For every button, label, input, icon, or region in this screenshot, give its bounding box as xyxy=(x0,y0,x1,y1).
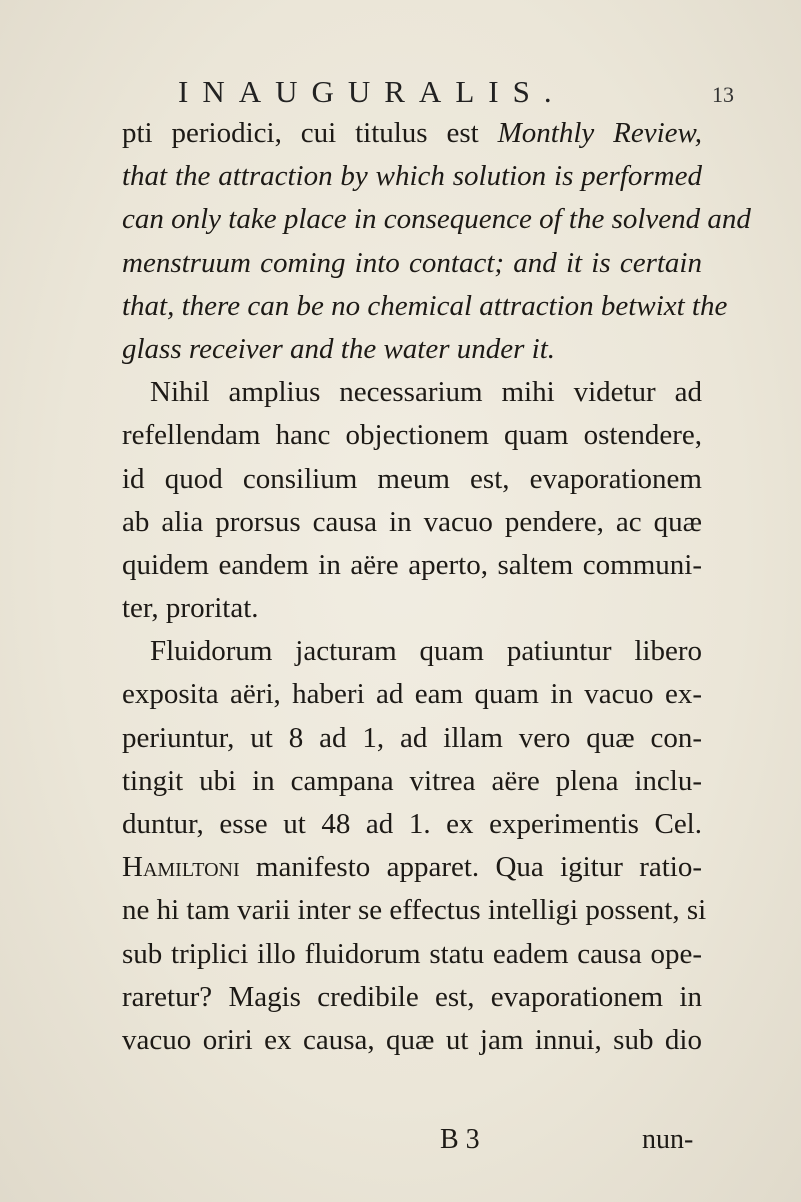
text-line: can only take place in consequence of the solvend and xyxy=(122,203,751,236)
page-footer xyxy=(0,1124,801,1164)
text-line: ne hi tam varii inter se effectus intelligi possent, si xyxy=(122,894,707,927)
running-head: INAUGURALIS. xyxy=(178,74,566,109)
catchword: nun- xyxy=(642,1124,694,1155)
page-header xyxy=(0,68,801,108)
signature-mark: B 3 xyxy=(440,1124,480,1155)
body-text xyxy=(122,112,751,1062)
text-line: sub triplici illo fluidorum statu eadem causa ope- xyxy=(122,937,702,970)
page-number: 13 xyxy=(712,82,734,107)
text-line: duntur, esse ut 48 ad 1. ex experimentis Cel. xyxy=(122,808,702,840)
text-line: glass receiver and the water under it. xyxy=(122,332,556,365)
text-line: pti periodici, cui titulus est Monthly Review, xyxy=(122,117,702,149)
text-line: Nihil amplius necessarium mihi videtur ad xyxy=(150,376,702,409)
text-line: Hamiltoni manifesto apparet. Qua igitur ratio- xyxy=(122,851,702,884)
text-line: ter, proritat. xyxy=(122,592,259,625)
text-line: periuntur, ut 8 ad 1, ad illam vero quæ con- xyxy=(122,721,702,754)
text-line: that, there can be no chemical attraction betwixt the xyxy=(122,289,728,322)
text-line: quidem eandem in aëre aperto, saltem communi- xyxy=(122,548,702,581)
text-line: id quod consilium meum est, evaporationem xyxy=(122,462,702,495)
text-line: menstruum coming into contact; and it is certain xyxy=(122,246,702,279)
text-line: that the attraction by which solution is performed xyxy=(122,160,702,193)
text-line: exposita aëri, haberi ad eam quam in vacuo ex- xyxy=(122,678,702,711)
text-line: refellendam hanc objectionem quam ostendere, xyxy=(122,419,702,452)
text-line: tingit ubi in campana vitrea aëre plena inclu- xyxy=(122,764,702,797)
text-line: vacuo oriri ex causa, quæ ut jam innui, sub dio xyxy=(122,1023,702,1056)
text-line: Fluidorum jacturam quam patiuntur libero xyxy=(150,635,702,668)
text-line: raretur? Magis credibile est, evaporationem in xyxy=(122,980,702,1013)
text-line: ab alia prorsus causa in vacuo pendere, ac quæ xyxy=(122,505,702,538)
